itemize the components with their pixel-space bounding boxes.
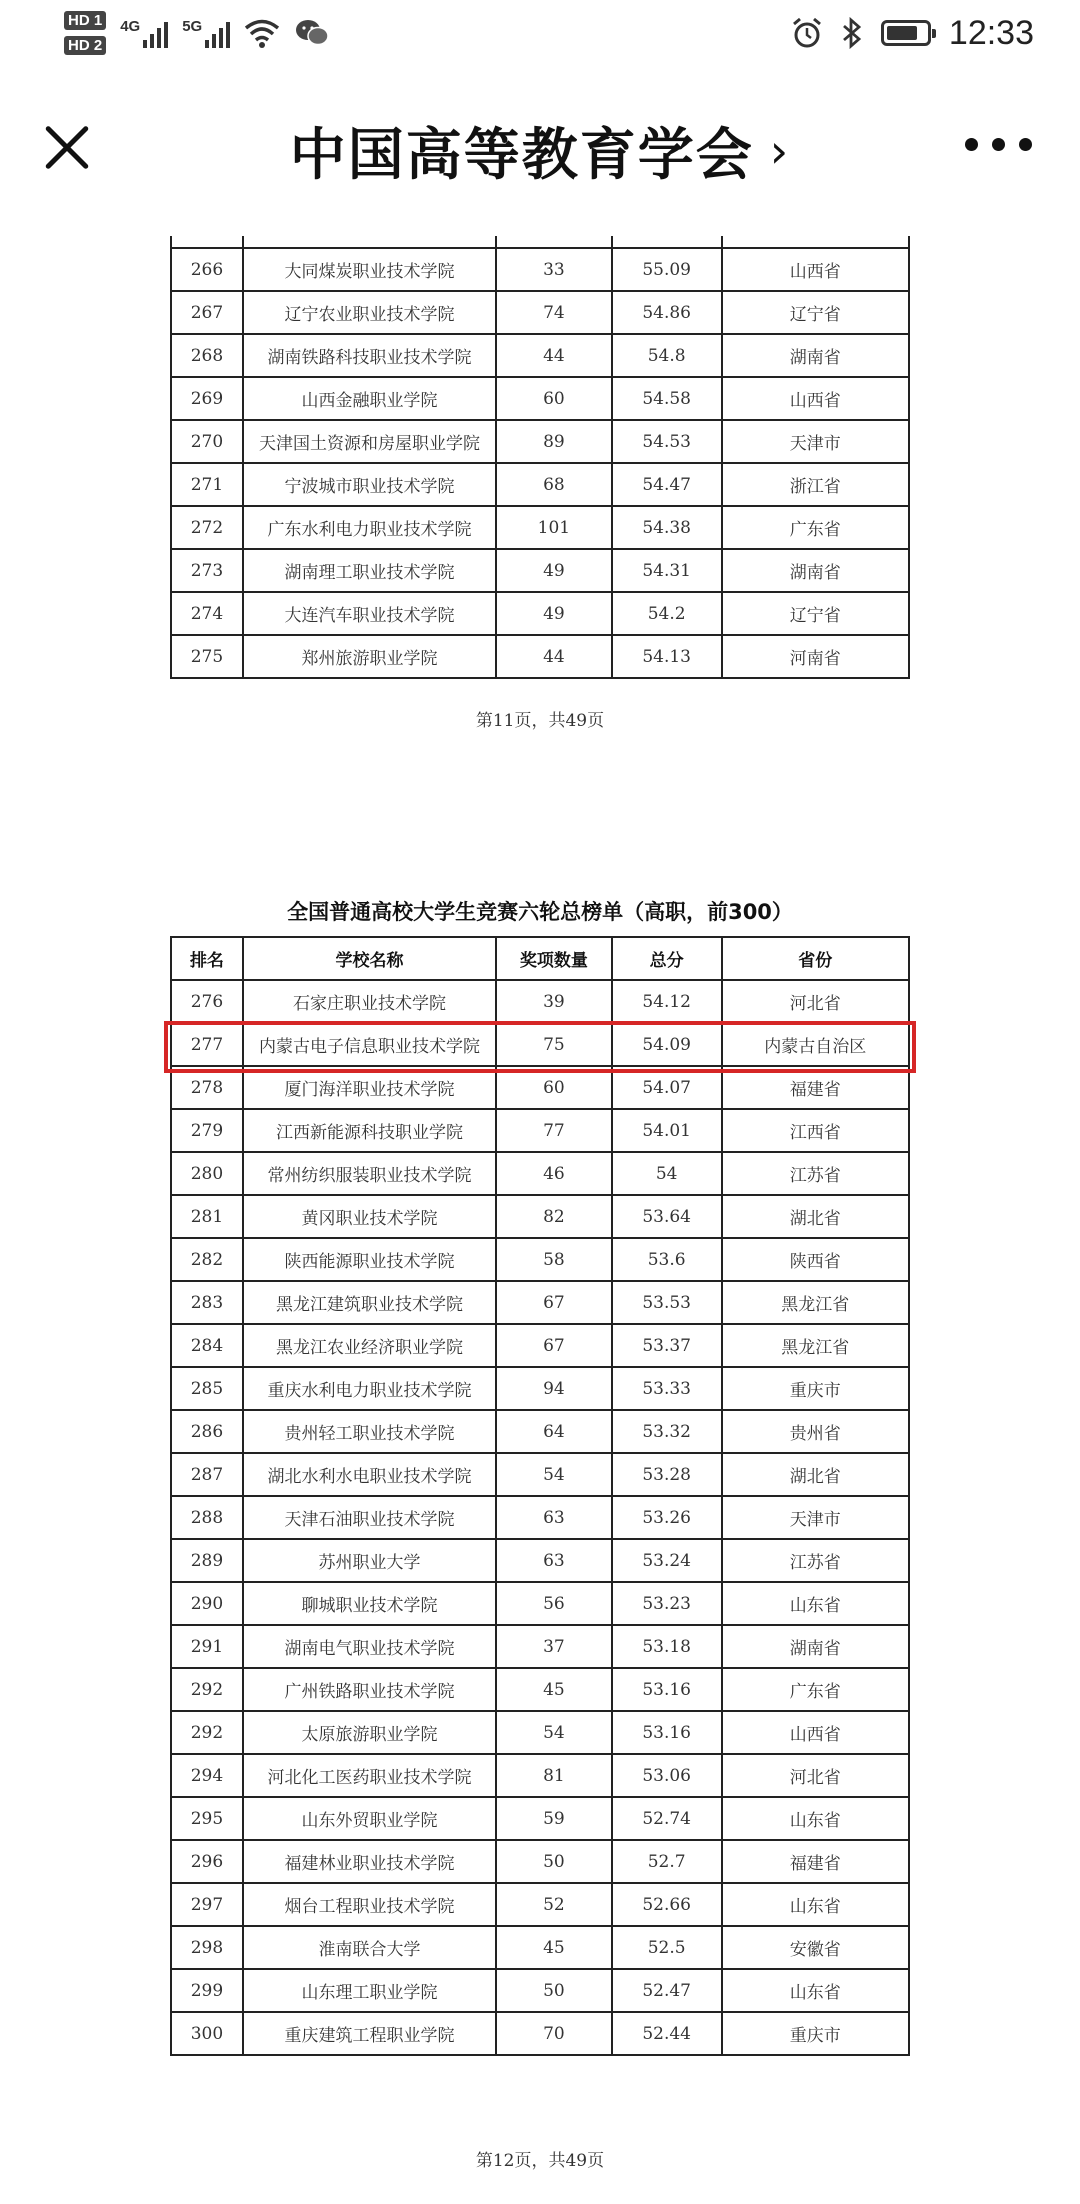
table-row — [171, 1926, 909, 1969]
province-cell: 贵州省 — [722, 1410, 909, 1453]
header-awards: 奖项数量 — [496, 937, 612, 980]
province-cell: 黑龙江省 — [722, 1324, 909, 1367]
rank-cell: 285 — [171, 1367, 243, 1410]
rank-cell: 290 — [171, 1582, 243, 1625]
score-cell: 52.74 — [612, 1797, 722, 1840]
province-cell: 浙江省 — [722, 463, 909, 506]
table-row — [171, 1496, 909, 1539]
score-cell: 55.09 — [612, 248, 722, 291]
wechat-icon — [294, 18, 330, 48]
awards-cell: 67 — [496, 1281, 612, 1324]
table-row-cut — [171, 236, 909, 248]
province-cell: 湖南省 — [722, 549, 909, 592]
province-cell: 山西省 — [722, 377, 909, 420]
school-name-cell: 福建林业职业技术学院 — [243, 1840, 496, 1883]
score-cell: 54.09 — [612, 1023, 722, 1066]
page-title: 中国高等教育学会 — [289, 123, 754, 188]
score-cell: 53.6 — [612, 1238, 722, 1281]
awards-cell: 74 — [496, 291, 612, 334]
table-row — [171, 635, 909, 678]
table-row — [171, 291, 909, 334]
province-cell: 内蒙古自治区 — [722, 1023, 909, 1066]
school-name-cell: 常州纺织服装职业技术学院 — [243, 1152, 496, 1195]
school-name-cell: 重庆建筑工程职业学院 — [243, 2012, 496, 2055]
province-cell: 广东省 — [722, 1668, 909, 1711]
awards-cell: 44 — [496, 334, 612, 377]
table-row — [171, 1539, 909, 1582]
awards-cell: 63 — [496, 1496, 612, 1539]
rank-cell: 292 — [171, 1711, 243, 1754]
awards-cell: 52 — [496, 1883, 612, 1926]
nav-header — [0, 66, 1080, 236]
table-row — [171, 1840, 909, 1883]
table-row — [171, 1195, 909, 1238]
school-name-cell: 太原旅游职业学院 — [243, 1711, 496, 1754]
table-row — [171, 1023, 909, 1066]
rank-cell: 273 — [171, 549, 243, 592]
hd1-badge: HD 1 — [64, 11, 106, 30]
score-cell: 53.32 — [612, 1410, 722, 1453]
score-cell: 53.53 — [612, 1281, 722, 1324]
hd-indicators — [64, 11, 106, 55]
table-row — [171, 377, 909, 420]
province-cell: 山西省 — [722, 1711, 909, 1754]
rank-cell: 298 — [171, 1926, 243, 1969]
table-row — [171, 506, 909, 549]
score-cell: 52.44 — [612, 2012, 722, 2055]
rank-cell: 266 — [171, 248, 243, 291]
awards-cell: 54 — [496, 1453, 612, 1496]
province-cell: 辽宁省 — [722, 291, 909, 334]
score-cell: 54.07 — [612, 1066, 722, 1109]
battery-icon — [881, 20, 931, 46]
awards-cell: 70 — [496, 2012, 612, 2055]
network-label-5g: 5G — [182, 18, 203, 35]
rank-cell: 297 — [171, 1883, 243, 1926]
province-cell: 山东省 — [722, 1969, 909, 2012]
awards-cell: 64 — [496, 1410, 612, 1453]
school-name-cell: 江西新能源科技职业学院 — [243, 1109, 496, 1152]
hd2-badge: HD 2 — [64, 36, 106, 55]
ranking-table-page12 — [170, 936, 910, 2056]
score-cell: 52.7 — [612, 1840, 722, 1883]
rank-cell: 300 — [171, 2012, 243, 2055]
school-name-cell: 天津国土资源和房屋职业学院 — [243, 420, 496, 463]
close-icon[interactable] — [34, 116, 98, 180]
table-row — [171, 1367, 909, 1410]
table-row — [171, 592, 909, 635]
battery-level — [887, 26, 917, 40]
table-row — [171, 1582, 909, 1625]
awards-cell: 89 — [496, 420, 612, 463]
wifi-icon — [244, 18, 280, 48]
table-row — [171, 1109, 909, 1152]
table-row — [171, 2012, 909, 2055]
school-name-cell: 黑龙江建筑职业技术学院 — [243, 1281, 496, 1324]
rank-cell: 278 — [171, 1066, 243, 1109]
document-view — [0, 236, 1080, 2204]
awards-cell: 101 — [496, 506, 612, 549]
province-cell: 河北省 — [722, 980, 909, 1023]
awards-cell: 81 — [496, 1754, 612, 1797]
awards-cell: 68 — [496, 463, 612, 506]
rank-cell: 279 — [171, 1109, 243, 1152]
table-row — [171, 1066, 909, 1109]
page-footer-11: 第11页，共49页 — [475, 711, 605, 731]
rank-cell: 282 — [171, 1238, 243, 1281]
rank-cell: 280 — [171, 1152, 243, 1195]
rank-cell: 299 — [171, 1969, 243, 2012]
score-cell: 53.26 — [612, 1496, 722, 1539]
alarm-icon — [791, 17, 823, 49]
more-icon[interactable] — [965, 138, 1032, 151]
awards-cell: 60 — [496, 1066, 612, 1109]
score-cell: 54.01 — [612, 1109, 722, 1152]
province-cell: 河北省 — [722, 1754, 909, 1797]
table-row — [171, 334, 909, 377]
rank-cell: 269 — [171, 377, 243, 420]
school-name-cell: 湖北水利水电职业技术学院 — [243, 1453, 496, 1496]
rank-cell: 284 — [171, 1324, 243, 1367]
rank-cell: 292 — [171, 1668, 243, 1711]
awards-cell: 77 — [496, 1109, 612, 1152]
rank-cell: 296 — [171, 1840, 243, 1883]
rank-cell: 272 — [171, 506, 243, 549]
school-name-cell: 山东理工职业学院 — [243, 1969, 496, 2012]
score-cell: 54.2 — [612, 592, 722, 635]
awards-cell: 46 — [496, 1152, 612, 1195]
awards-cell: 58 — [496, 1238, 612, 1281]
rank-cell: 270 — [171, 420, 243, 463]
school-name-cell: 石家庄职业技术学院 — [243, 980, 496, 1023]
rank-cell: 289 — [171, 1539, 243, 1582]
page-footer-12: 第12页，共49页 — [475, 2151, 605, 2171]
score-cell: 52.5 — [612, 1926, 722, 1969]
table-row — [171, 420, 909, 463]
school-name-cell: 湖南电气职业技术学院 — [243, 1625, 496, 1668]
header-rank: 排名 — [171, 937, 243, 980]
rank-cell: 291 — [171, 1625, 243, 1668]
bluetooth-icon — [841, 17, 863, 49]
school-name-cell: 湖南理工职业技术学院 — [243, 549, 496, 592]
score-cell: 53.18 — [612, 1625, 722, 1668]
score-cell: 54.13 — [612, 635, 722, 678]
score-cell: 53.23 — [612, 1582, 722, 1625]
school-name-cell: 宁波城市职业技术学院 — [243, 463, 496, 506]
table-row — [171, 248, 909, 291]
score-cell: 53.06 — [612, 1754, 722, 1797]
school-name-cell: 陕西能源职业技术学院 — [243, 1238, 496, 1281]
awards-cell: 50 — [496, 1969, 612, 2012]
score-cell: 54.38 — [612, 506, 722, 549]
score-cell: 54.86 — [612, 291, 722, 334]
school-name-cell: 重庆水利电力职业技术学院 — [243, 1367, 496, 1410]
network-label-4g: 4G — [120, 18, 141, 35]
province-cell: 江苏省 — [722, 1152, 909, 1195]
table-row — [171, 1711, 909, 1754]
score-cell: 54.31 — [612, 549, 722, 592]
score-cell: 53.37 — [612, 1324, 722, 1367]
awards-cell: 82 — [496, 1195, 612, 1238]
rank-cell: 267 — [171, 291, 243, 334]
rank-cell: 276 — [171, 980, 243, 1023]
score-cell: 54.8 — [612, 334, 722, 377]
score-cell: 54.12 — [612, 980, 722, 1023]
table-row — [171, 1668, 909, 1711]
awards-cell: 39 — [496, 980, 612, 1023]
province-cell: 陕西省 — [722, 1238, 909, 1281]
table-row — [171, 1797, 909, 1840]
header-province: 省份 — [722, 937, 909, 980]
table-row — [171, 1281, 909, 1324]
awards-cell: 44 — [496, 635, 612, 678]
school-name-cell: 贵州轻工职业技术学院 — [243, 1410, 496, 1453]
school-name-cell: 黄冈职业技术学院 — [243, 1195, 496, 1238]
school-name-cell: 烟台工程职业技术学院 — [243, 1883, 496, 1926]
rank-cell: 283 — [171, 1281, 243, 1324]
province-cell: 湖北省 — [722, 1453, 909, 1496]
province-cell: 福建省 — [722, 1840, 909, 1883]
table-row — [171, 1969, 909, 2012]
chevron-right-icon: › — [769, 124, 791, 178]
awards-cell: 56 — [496, 1582, 612, 1625]
score-cell: 53.16 — [612, 1711, 722, 1754]
score-cell: 52.47 — [612, 1969, 722, 2012]
score-cell: 53.16 — [612, 1668, 722, 1711]
province-cell: 湖南省 — [722, 334, 909, 377]
school-name-cell: 厦门海洋职业技术学院 — [243, 1066, 496, 1109]
score-cell: 53.64 — [612, 1195, 722, 1238]
score-cell: 54 — [612, 1152, 722, 1195]
awards-cell: 75 — [496, 1023, 612, 1066]
rank-cell: 281 — [171, 1195, 243, 1238]
rank-cell: 277 — [171, 1023, 243, 1066]
table-row — [171, 980, 909, 1023]
table-row — [171, 1883, 909, 1926]
account-title[interactable] — [290, 111, 790, 191]
awards-cell: 67 — [496, 1324, 612, 1367]
rank-cell: 294 — [171, 1754, 243, 1797]
province-cell: 山西省 — [722, 248, 909, 291]
status-bar-right — [791, 14, 1034, 53]
score-cell: 54.47 — [612, 463, 722, 506]
status-bar — [0, 0, 1080, 66]
province-cell: 江西省 — [722, 1109, 909, 1152]
rank-cell: 288 — [171, 1496, 243, 1539]
school-name-cell: 淮南联合大学 — [243, 1926, 496, 1969]
awards-cell: 94 — [496, 1367, 612, 1410]
score-cell: 52.66 — [612, 1883, 722, 1926]
school-name-cell: 山东外贸职业学院 — [243, 1797, 496, 1840]
school-name-cell: 聊城职业技术学院 — [243, 1582, 496, 1625]
province-cell: 重庆市 — [722, 1367, 909, 1410]
province-cell: 福建省 — [722, 1066, 909, 1109]
awards-cell: 37 — [496, 1625, 612, 1668]
signal-icon — [120, 18, 168, 48]
province-cell: 广东省 — [722, 506, 909, 549]
table-row — [171, 463, 909, 506]
province-cell: 重庆市 — [722, 2012, 909, 2055]
table-title: 全国普通高校大学生竞赛六轮总榜单（高职，前300） — [287, 900, 793, 924]
signal-icon-2 — [182, 18, 230, 48]
awards-cell: 49 — [496, 592, 612, 635]
score-cell: 53.33 — [612, 1367, 722, 1410]
table-row — [171, 1625, 909, 1668]
school-name-cell: 郑州旅游职业学院 — [243, 635, 496, 678]
rank-cell: 271 — [171, 463, 243, 506]
rank-cell: 274 — [171, 592, 243, 635]
province-cell: 河南省 — [722, 635, 909, 678]
score-cell: 53.28 — [612, 1453, 722, 1496]
score-cell: 53.24 — [612, 1539, 722, 1582]
rank-cell: 295 — [171, 1797, 243, 1840]
rank-cell: 286 — [171, 1410, 243, 1453]
awards-cell: 63 — [496, 1539, 612, 1582]
awards-cell: 59 — [496, 1797, 612, 1840]
score-cell: 54.53 — [612, 420, 722, 463]
table-row — [171, 1754, 909, 1797]
province-cell: 安徽省 — [722, 1926, 909, 1969]
province-cell: 辽宁省 — [722, 592, 909, 635]
clock: 12:33 — [948, 13, 1034, 52]
province-cell: 天津市 — [722, 420, 909, 463]
table-row — [171, 1152, 909, 1195]
rank-cell: 275 — [171, 635, 243, 678]
header-score: 总分 — [612, 937, 722, 980]
province-cell: 江苏省 — [722, 1539, 909, 1582]
awards-cell: 54 — [496, 1711, 612, 1754]
province-cell: 湖南省 — [722, 1625, 909, 1668]
school-name-cell: 大同煤炭职业技术学院 — [243, 248, 496, 291]
awards-cell: 45 — [496, 1668, 612, 1711]
rank-cell: 268 — [171, 334, 243, 377]
rank-cell: 287 — [171, 1453, 243, 1496]
province-cell: 湖北省 — [722, 1195, 909, 1238]
school-name-cell: 湖南铁路科技职业技术学院 — [243, 334, 496, 377]
school-name-cell: 黑龙江农业经济职业学院 — [243, 1324, 496, 1367]
province-cell: 天津市 — [722, 1496, 909, 1539]
school-name-cell: 广州铁路职业技术学院 — [243, 1668, 496, 1711]
table-header-row — [171, 937, 909, 980]
awards-cell: 50 — [496, 1840, 612, 1883]
school-name-cell: 天津石油职业技术学院 — [243, 1496, 496, 1539]
ranking-table-page11 — [170, 236, 910, 679]
table-row — [171, 549, 909, 592]
score-cell: 54.58 — [612, 377, 722, 420]
province-cell: 山东省 — [722, 1582, 909, 1625]
awards-cell: 45 — [496, 1926, 612, 1969]
header-name: 学校名称 — [243, 937, 496, 980]
awards-cell: 33 — [496, 248, 612, 291]
school-name-cell: 内蒙古电子信息职业技术学院 — [243, 1023, 496, 1066]
province-cell: 山东省 — [722, 1883, 909, 1926]
school-name-cell: 辽宁农业职业技术学院 — [243, 291, 496, 334]
school-name-cell: 大连汽车职业技术学院 — [243, 592, 496, 635]
status-bar-left — [64, 11, 330, 55]
table-row — [171, 1238, 909, 1281]
table-row — [171, 1453, 909, 1496]
awards-cell: 60 — [496, 377, 612, 420]
table-row — [171, 1324, 909, 1367]
school-name-cell: 苏州职业大学 — [243, 1539, 496, 1582]
table-row — [171, 1410, 909, 1453]
province-cell: 山东省 — [722, 1797, 909, 1840]
province-cell: 黑龙江省 — [722, 1281, 909, 1324]
school-name-cell: 河北化工医药职业技术学院 — [243, 1754, 496, 1797]
awards-cell: 49 — [496, 549, 612, 592]
school-name-cell: 山西金融职业学院 — [243, 377, 496, 420]
school-name-cell: 广东水利电力职业技术学院 — [243, 506, 496, 549]
